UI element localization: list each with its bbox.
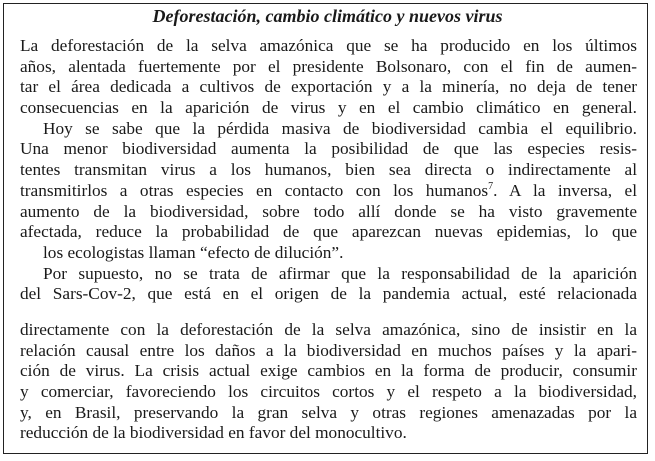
text-line: tar el área dedicada a cultivos de exportación y a la minería, no deja de tener (20, 77, 637, 97)
text-line: y comerciar, favoreciendo los circuitos cortos y el respeto a la biodiversidad, (20, 382, 637, 402)
document-title: Deforestación, cambio climático y nuevos virus (152, 6, 503, 26)
footnote-reference[interactable]: 7 (488, 181, 494, 193)
body-text-part2 (20, 320, 637, 444)
text-line: La deforestación de la selva amazónica que se ha producido en los últimos (20, 36, 637, 55)
text-line: los ecologistas llaman “efecto de dilución”. (43, 242, 344, 262)
text-line: y, en Brasil, preservando la gran selva y otras regiones amenazadas por la (20, 402, 637, 422)
text-line: directamente con la deforestación de la selva amazónica, sino de insistir en la (20, 320, 637, 339)
text-line: tentes transmitan virus a los humanos, bien sea directa o indirectamente al (20, 160, 637, 180)
text-line: relación causal entre los daños a la biodiversidad en muchos países y la apari- (20, 340, 637, 360)
text-line: Una menor biodiversidad aumenta la posibilidad de que las especies resis- (20, 139, 637, 159)
text-line: reducción de la biodiversidad en favor del monocultivo. (20, 423, 407, 443)
text-line: transmitirlos a otras especies en contacto con los humanos$^7$. A la inversa, el (20, 180, 638, 200)
text-line: aumento de la biodiversidad, sobre todo allí donde se ha visto gravemente (20, 201, 637, 221)
text-line: consecuencias en la aparición de virus y en el cambio climático en general. (20, 98, 637, 118)
body-text-part1 (20, 36, 637, 305)
text-line: Hoy se sabe que la pérdida masiva de biodiversidad cambia el equilibrio. (43, 118, 637, 138)
text-line: años, alentada fuertemente por el presidente Bolsonaro, con el fin de aumen- (20, 56, 637, 76)
text-line: ción de virus. La crisis actual exige cambios en la forma de producir, consumir (20, 361, 637, 381)
text-line: Por supuesto, no se trata de afirmar que la responsabilidad de la aparición (43, 263, 637, 283)
text-line: del Sars-Cov-2, que está en el origen de la pandemia actual, esté relacionada (20, 284, 637, 304)
text-line: afectada, reduce la probabilidad de que aparezcan nuevas epidemias, lo que (20, 222, 637, 242)
